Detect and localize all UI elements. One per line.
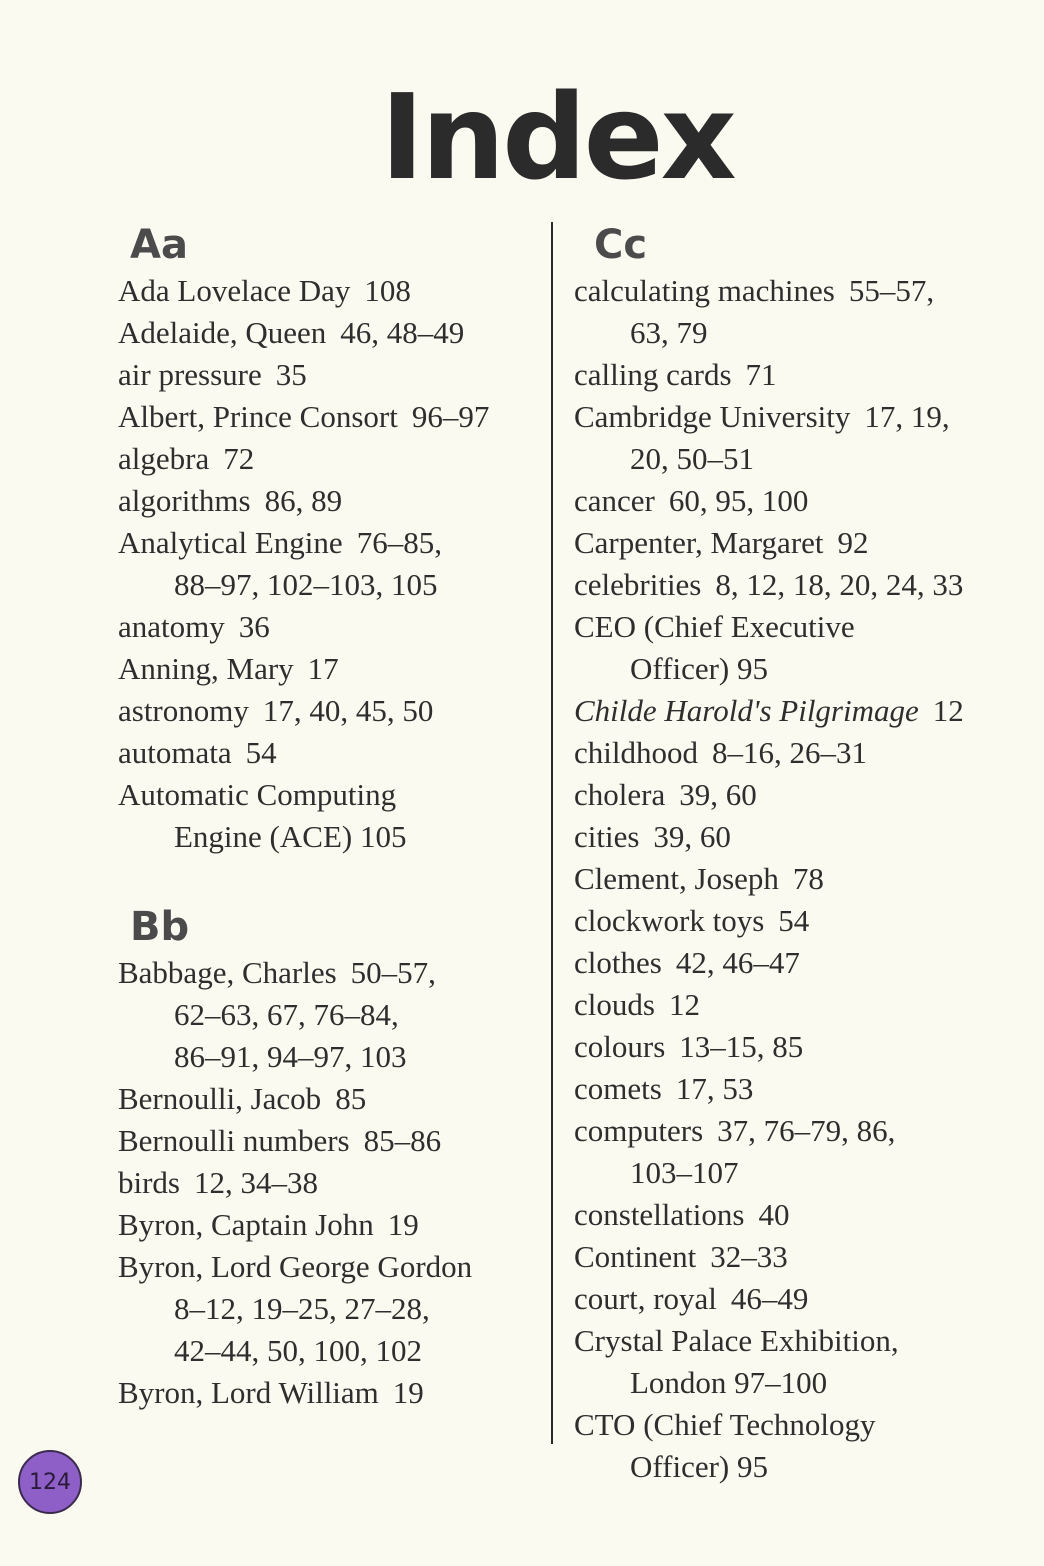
index-entry bbox=[118, 1162, 548, 1204]
index-entry bbox=[574, 1194, 1019, 1236]
index-pages: 72 bbox=[223, 441, 255, 476]
index-entry bbox=[118, 774, 548, 858]
index-entry bbox=[118, 690, 548, 732]
index-term: air pressure bbox=[118, 357, 262, 392]
page-number-badge: 124 bbox=[18, 1450, 82, 1514]
index-entry bbox=[574, 270, 1019, 354]
index-term: Adelaide, Queen bbox=[118, 315, 327, 350]
index-term: cholera bbox=[574, 777, 666, 812]
index-entry bbox=[118, 396, 548, 438]
index-continuation: 8–12, 19–25, 27–28, bbox=[174, 1291, 430, 1326]
index-pages: 46, 48–49 bbox=[340, 315, 465, 350]
index-term: Babbage, Charles bbox=[118, 955, 337, 990]
index-term: Byron, Captain John bbox=[118, 1207, 374, 1242]
index-entry bbox=[118, 312, 548, 354]
index-entry bbox=[574, 1404, 1019, 1488]
index-term: computers bbox=[574, 1113, 704, 1148]
index-entry bbox=[574, 858, 1019, 900]
index-pages: 32–33 bbox=[710, 1239, 788, 1274]
section-letter-c: Cc bbox=[594, 222, 648, 268]
index-term: cancer bbox=[574, 483, 655, 518]
index-term: Childe Harold's Pilgrimage bbox=[574, 693, 919, 728]
index-pages: 8–16, 26–31 bbox=[712, 735, 867, 770]
index-continuation: Engine (ACE) 105 bbox=[174, 819, 407, 854]
index-entry bbox=[574, 942, 1019, 984]
index-pages: 39, 60 bbox=[679, 777, 757, 812]
index-pages: 39, 60 bbox=[653, 819, 731, 854]
index-entry bbox=[574, 1278, 1019, 1320]
index-term: CEO (Chief Executive bbox=[574, 609, 855, 644]
index-continuation: 42–44, 50, 100, 102 bbox=[174, 1333, 422, 1368]
index-column-right bbox=[574, 222, 1019, 1488]
index-pages: 50–57, bbox=[350, 955, 436, 990]
index-continuation: 88–97, 102–103, 105 bbox=[174, 567, 438, 602]
index-entry bbox=[118, 1120, 548, 1162]
index-term: clothes bbox=[574, 945, 662, 980]
index-entry bbox=[118, 1078, 548, 1120]
index-entry bbox=[574, 774, 1019, 816]
index-term: Bernoulli, Jacob bbox=[118, 1081, 322, 1116]
index-continuation: 63, 79 bbox=[630, 315, 708, 350]
index-continuation: 86–91, 94–97, 103 bbox=[174, 1039, 407, 1074]
index-entry bbox=[574, 480, 1019, 522]
index-pages: 17, 19, bbox=[864, 399, 950, 434]
index-term: anatomy bbox=[118, 609, 225, 644]
index-term: CTO (Chief Technology bbox=[574, 1407, 876, 1442]
index-pages: 76–85, bbox=[356, 525, 442, 560]
index-pages: 78 bbox=[792, 861, 824, 896]
index-term: celebrities bbox=[574, 567, 702, 602]
index-entry bbox=[118, 606, 548, 648]
index-term: cities bbox=[574, 819, 640, 854]
index-pages: 13–15, 85 bbox=[679, 1029, 804, 1064]
index-pages: 17, 53 bbox=[675, 1071, 754, 1106]
index-pages: 17, 40, 45, 50 bbox=[262, 693, 434, 728]
index-pages: 54 bbox=[245, 735, 277, 770]
index-pages: 46–49 bbox=[730, 1281, 809, 1316]
index-entry bbox=[574, 606, 1019, 690]
entry-list-b bbox=[118, 952, 548, 1414]
index-pages: 96–97 bbox=[411, 399, 490, 434]
index-entry bbox=[574, 690, 1019, 732]
index-pages: 37, 76–79, 86, bbox=[717, 1113, 896, 1148]
index-term: Carpenter, Margaret bbox=[574, 525, 824, 560]
index-entry bbox=[118, 648, 548, 690]
index-entry bbox=[574, 1110, 1019, 1194]
index-term: Continent bbox=[574, 1239, 697, 1274]
index-pages: 42, 46–47 bbox=[675, 945, 800, 980]
index-term: comets bbox=[574, 1071, 662, 1106]
index-continuation: London 97–100 bbox=[630, 1365, 828, 1400]
index-entry bbox=[118, 952, 548, 1078]
index-pages: 86, 89 bbox=[264, 483, 343, 518]
index-pages: 92 bbox=[837, 525, 869, 560]
index-term: clouds bbox=[574, 987, 655, 1022]
index-entry bbox=[118, 1204, 548, 1246]
index-term: algorithms bbox=[118, 483, 251, 518]
index-entry bbox=[118, 1246, 548, 1372]
index-pages: 17 bbox=[307, 651, 339, 686]
index-entry bbox=[118, 732, 548, 774]
index-entry bbox=[574, 1236, 1019, 1278]
index-pages: 35 bbox=[275, 357, 307, 392]
index-term: Analytical Engine bbox=[118, 525, 343, 560]
index-term: calculating machines bbox=[574, 273, 835, 308]
index-pages: 85 bbox=[335, 1081, 367, 1116]
index-term: algebra bbox=[118, 441, 210, 476]
index-pages: 71 bbox=[745, 357, 777, 392]
index-pages: 36 bbox=[238, 609, 270, 644]
index-term: automata bbox=[118, 735, 232, 770]
index-term: colours bbox=[574, 1029, 666, 1064]
index-term: Bernoulli numbers bbox=[118, 1123, 350, 1158]
section-letter-a: Aa bbox=[130, 222, 188, 268]
index-pages: 108 bbox=[364, 273, 411, 308]
index-pages: 55–57, bbox=[848, 273, 935, 308]
index-pages: 12, 34–38 bbox=[194, 1165, 318, 1200]
index-column-left bbox=[118, 222, 548, 1414]
column-divider bbox=[551, 222, 553, 1444]
index-term: court, royal bbox=[574, 1281, 717, 1316]
index-term: clockwork toys bbox=[574, 903, 765, 938]
index-entry bbox=[574, 1068, 1019, 1110]
index-entry bbox=[118, 1372, 548, 1414]
index-pages: 54 bbox=[778, 903, 810, 938]
index-entry bbox=[574, 1320, 1019, 1404]
index-term: Crystal Palace Exhibition, bbox=[574, 1323, 899, 1358]
index-entry bbox=[574, 900, 1019, 942]
index-continuation: 62–63, 67, 76–84, bbox=[174, 997, 399, 1032]
index-term: birds bbox=[118, 1165, 180, 1200]
index-entry bbox=[574, 522, 1019, 564]
index-term: Byron, Lord William bbox=[118, 1375, 379, 1410]
index-term: Byron, Lord George Gordon bbox=[118, 1249, 473, 1284]
index-pages: 8, 12, 18, 20, 24, 33 bbox=[715, 567, 964, 602]
index-entry bbox=[574, 984, 1019, 1026]
index-term: astronomy bbox=[118, 693, 249, 728]
index-pages: 19 bbox=[387, 1207, 419, 1242]
index-term: Cambridge University bbox=[574, 399, 851, 434]
index-term: Ada Lovelace Day bbox=[118, 273, 351, 308]
index-entry bbox=[574, 732, 1019, 774]
index-pages: 12 bbox=[668, 987, 700, 1022]
index-entry bbox=[574, 354, 1019, 396]
index-entry bbox=[574, 1026, 1019, 1068]
index-entry bbox=[118, 354, 548, 396]
index-continuation: 20, 50–51 bbox=[630, 441, 754, 476]
entry-list-c bbox=[574, 270, 1019, 1488]
index-term: Automatic Computing bbox=[118, 777, 397, 812]
index-pages: 85–86 bbox=[363, 1123, 442, 1158]
index-term: Anning, Mary bbox=[118, 651, 294, 686]
index-continuation: 103–107 bbox=[630, 1155, 739, 1190]
index-pages: 40 bbox=[758, 1197, 790, 1232]
index-entry bbox=[574, 816, 1019, 858]
index-term: constellations bbox=[574, 1197, 745, 1232]
entry-list-a bbox=[118, 270, 548, 858]
page-title: Index bbox=[380, 68, 734, 206]
index-entry bbox=[574, 564, 1019, 606]
index-entry bbox=[118, 522, 548, 606]
index-entry bbox=[118, 270, 548, 312]
index-pages: 60, 95, 100 bbox=[668, 483, 809, 518]
index-term: childhood bbox=[574, 735, 698, 770]
index-continuation: Officer) 95 bbox=[630, 1449, 769, 1484]
index-term: Albert, Prince Consort bbox=[118, 399, 398, 434]
index-pages: 19 bbox=[392, 1375, 424, 1410]
index-term: calling cards bbox=[574, 357, 732, 392]
index-entry bbox=[574, 396, 1019, 480]
index-continuation: Officer) 95 bbox=[630, 651, 769, 686]
index-term: Clement, Joseph bbox=[574, 861, 779, 896]
section-letter-b: Bb bbox=[130, 904, 190, 950]
index-entry bbox=[118, 480, 548, 522]
index-pages: 12 bbox=[932, 693, 964, 728]
index-entry bbox=[118, 438, 548, 480]
